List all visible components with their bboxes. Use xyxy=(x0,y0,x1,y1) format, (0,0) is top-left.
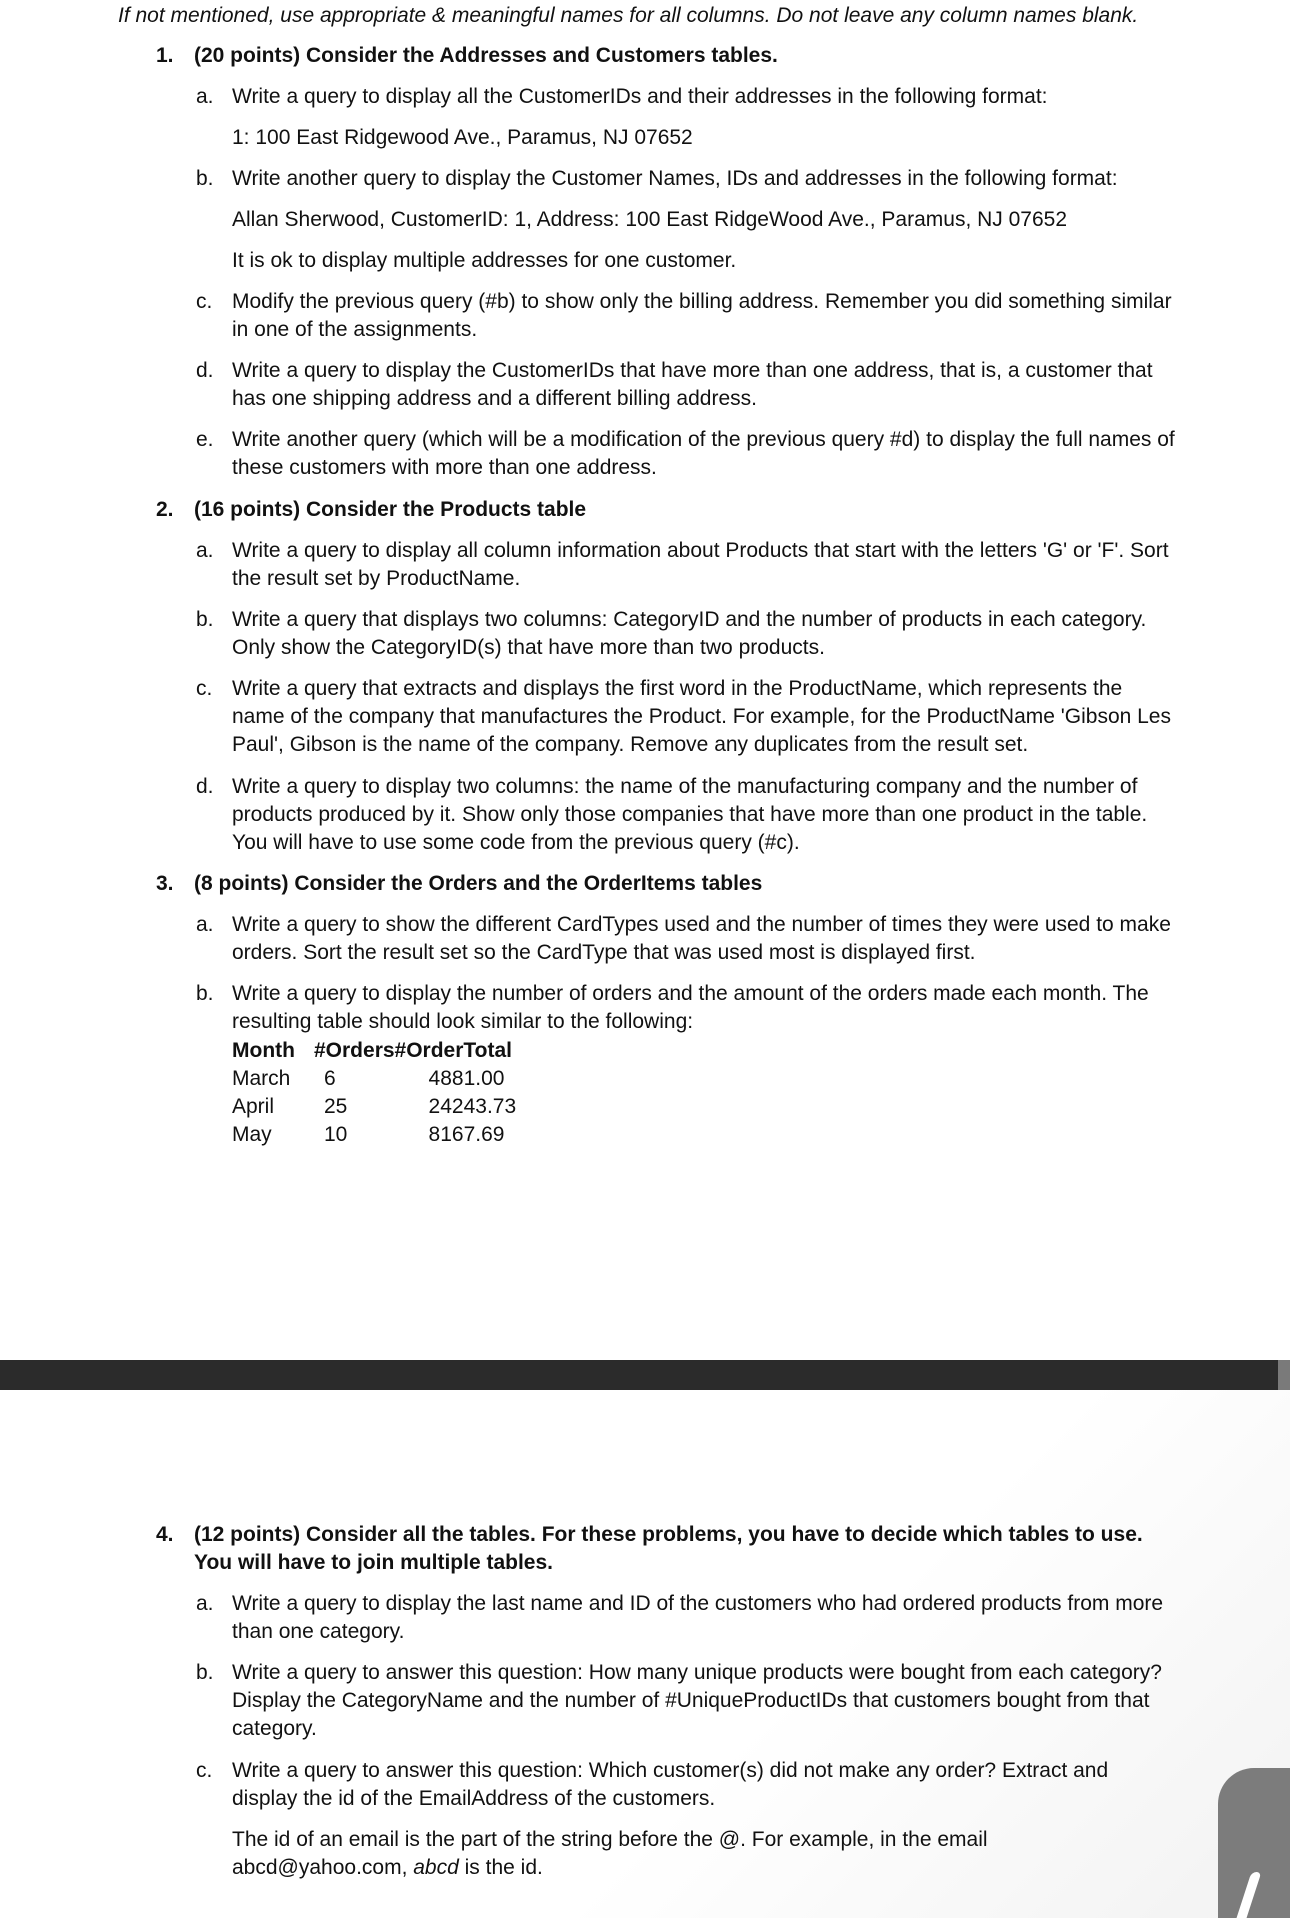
table-row xyxy=(232,1093,545,1121)
question-3b xyxy=(196,980,1176,1036)
question-4b xyxy=(196,1659,1176,1743)
item-text: Write a query to display all the CustomerIDs and their addresses in the following format: xyxy=(232,85,1048,108)
item-letter: c. xyxy=(196,290,213,313)
question-1a xyxy=(196,83,1176,111)
table-cell: 8167.69 xyxy=(428,1123,505,1146)
table-cell: April xyxy=(232,1095,275,1118)
table-cell: May xyxy=(232,1123,272,1146)
item-letter: a. xyxy=(196,539,214,562)
question-4-heading xyxy=(156,1521,1166,1577)
table-cell: 10 xyxy=(324,1123,348,1146)
item-letter: b. xyxy=(196,608,214,631)
question-number: 1. xyxy=(156,44,174,67)
table-cell: 25 xyxy=(324,1095,348,1118)
intro-instruction: If not mentioned, use appropriate & meaningful names for all columns. Do not leave any column names blank. xyxy=(118,4,1139,27)
question-3a xyxy=(196,911,1176,967)
question-1e xyxy=(196,426,1176,482)
table-row xyxy=(232,1065,545,1093)
table-row xyxy=(232,1121,545,1149)
page-curl-corner xyxy=(1218,1768,1290,1918)
item-text: Write a query to display the number of orders and the amount of the orders made each month. The resulting table should look similar to the following: xyxy=(232,982,1149,1033)
item-text: Write a query to display the last name and ID of the customers who had ordered products from more than one category. xyxy=(232,1592,1164,1643)
item-letter: b. xyxy=(196,982,214,1005)
question-4c-note xyxy=(196,1826,996,1882)
question-1-heading xyxy=(156,42,778,70)
question-number: 4. xyxy=(156,1523,174,1546)
example-orders-table xyxy=(232,1037,545,1149)
item-text: Write a query that extracts and displays the first word in the ProductName, which represents the name of the company that manufactures the Product. For example, for the ProductName 'Gibson Les Paul', Gibson is the name of the company. Remove any duplicates from the result set. xyxy=(232,677,1171,756)
note-emphasis: abcd xyxy=(413,1856,459,1879)
item-text: Modify the previous query (#b) to show only the billing address. Remember you did something similar in one of the assignments. xyxy=(232,290,1172,341)
question-4c xyxy=(196,1757,1176,1813)
item-letter: a. xyxy=(196,913,214,936)
question-2d xyxy=(196,773,1176,857)
question-number: 2. xyxy=(156,498,174,521)
item-text: Write a query to answer this question: Which customer(s) did not make any order? Extract and display the id of the EmailAddress of the customers. xyxy=(232,1759,1109,1810)
item-letter: b. xyxy=(196,1661,214,1684)
table-header-row xyxy=(232,1037,545,1065)
question-2a xyxy=(196,537,1176,593)
page-break-edge xyxy=(1278,1360,1290,1390)
column-header: #OrderTotal xyxy=(394,1039,513,1062)
item-text: Write a query that displays two columns: CategoryID and the number of products in each category. Only show the CategoryID(s) that have more than two products. xyxy=(232,608,1147,659)
item-letter: b. xyxy=(196,167,214,190)
question-title: (8 points) Consider the Orders and the OrderItems tables xyxy=(194,872,763,895)
question-title: (12 points) Consider all the tables. For these problems, you have to decide which tables to use. You will have to join multiple tables. xyxy=(194,1523,1143,1574)
note-text: is the id. xyxy=(458,1856,543,1879)
question-number: 3. xyxy=(156,872,174,895)
table-cell: 4881.00 xyxy=(428,1067,505,1090)
item-text: Write a query to display the CustomerIDs that have more than one address, that is, a customer that has one shipping address and a different billing address. xyxy=(232,359,1153,410)
page-break-band xyxy=(0,1360,1290,1390)
item-letter: d. xyxy=(196,775,214,798)
question-1c xyxy=(196,288,1176,344)
item-text: Write a query to display all column information about Products that start with the letters 'G' or 'F'. Sort the result set by ProductName. xyxy=(232,539,1169,590)
question-1b xyxy=(196,165,1176,193)
question-title: (20 points) Consider the Addresses and Customers tables. xyxy=(194,44,778,67)
item-letter: e. xyxy=(196,428,214,451)
question-2-heading xyxy=(156,496,586,524)
item-letter: a. xyxy=(196,85,214,108)
table-cell: 6 xyxy=(324,1067,336,1090)
document-page-bottom xyxy=(0,1390,1290,1918)
item-text: Write another query to display the Customer Names, IDs and addresses in the following format: xyxy=(232,167,1118,190)
table-cell: March xyxy=(232,1067,291,1090)
format-example: 1: 100 East Ridgewood Ave., Paramus, NJ 07652 xyxy=(232,126,693,149)
item-letter: a. xyxy=(196,1592,214,1615)
item-text: Write a query to answer this question: How many unique products were bought from each category? Display the CategoryName and the number of #UniqueProductIDs that customers bought from that category. xyxy=(232,1661,1162,1740)
note-text: The id of an email is the part of the string before the @. For example, in the email abcd@yahoo.com, xyxy=(232,1828,988,1879)
item-letter: d. xyxy=(196,359,214,382)
question-1d xyxy=(196,357,1176,413)
question-3-heading xyxy=(156,870,762,898)
question-title: (16 points) Consider the Products table xyxy=(194,498,587,521)
column-header: Month xyxy=(232,1039,295,1062)
corner-stroke xyxy=(1237,1872,1262,1918)
item-text: Write another query (which will be a modification of the previous query #d) to display the full names of these customers with more than one address. xyxy=(232,428,1175,479)
item-letter: c. xyxy=(196,1759,213,1782)
format-example: Allan Sherwood, CustomerID: 1, Address: 100 East RidgeWood Ave., Paramus, NJ 07652 xyxy=(232,208,1068,231)
table-cell: 24243.73 xyxy=(428,1095,517,1118)
item-text: Write a query to display two columns: the name of the manufacturing company and the number of products produced by it. Show only those companies that have more than one product in the table. You will have to use some code from the previous query (#c). xyxy=(232,775,1148,854)
question-2b xyxy=(196,606,1176,662)
question-4a xyxy=(196,1590,1176,1646)
question-2c xyxy=(196,675,1176,759)
item-letter: c. xyxy=(196,677,213,700)
item-note: It is ok to display multiple addresses for one customer. xyxy=(232,249,737,272)
item-text: Write a query to show the different CardTypes used and the number of times they were used to make orders. Sort the result set so the CardType that was used most is displayed first. xyxy=(232,913,1171,964)
column-header: #Orders xyxy=(314,1039,395,1062)
